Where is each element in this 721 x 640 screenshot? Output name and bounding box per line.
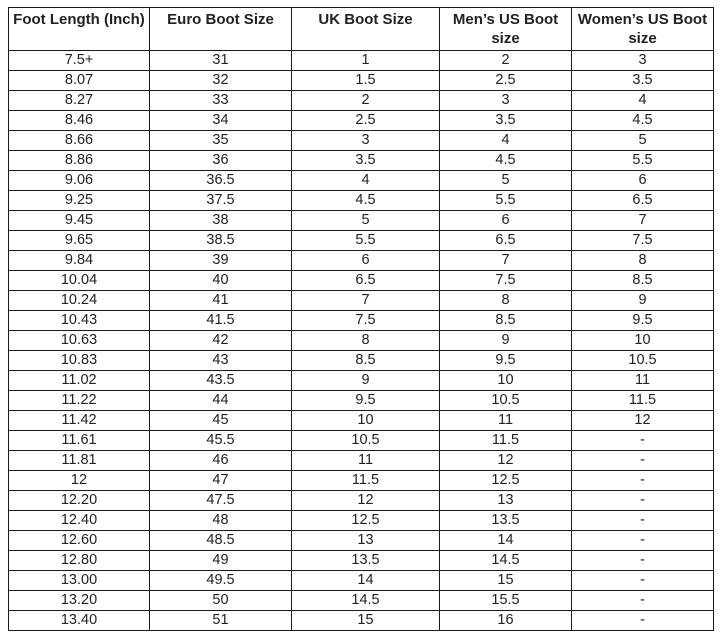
- mens-us-size-cell: 4.5: [440, 151, 572, 171]
- uk-size-cell: 5: [292, 211, 440, 231]
- uk-size-cell: 14: [292, 571, 440, 591]
- mens-us-size-cell: 12.5: [440, 471, 572, 491]
- table-row: [9, 551, 714, 571]
- table-row: [9, 431, 714, 451]
- uk-size-cell: 4.5: [292, 191, 440, 211]
- uk-size-cell: 2.5: [292, 111, 440, 131]
- womens-us-size-cell: -: [572, 591, 714, 611]
- table-row: [9, 391, 714, 411]
- mens-us-size-cell: 9: [440, 331, 572, 351]
- euro-size-cell: 36: [150, 151, 292, 171]
- table-row: [9, 331, 714, 351]
- womens-us-size-cell: 6.5: [572, 191, 714, 211]
- euro-size-cell: 47: [150, 471, 292, 491]
- table-row: [9, 591, 714, 611]
- table-row: [9, 451, 714, 471]
- euro-size-cell: 41: [150, 291, 292, 311]
- mens-us-size-cell: 5.5: [440, 191, 572, 211]
- euro-size-cell: 39: [150, 251, 292, 271]
- table-row: [9, 211, 714, 231]
- euro-size-cell: 44: [150, 391, 292, 411]
- mens-us-size-cell: 13: [440, 491, 572, 511]
- euro-size-cell: 32: [150, 71, 292, 91]
- foot-length-cell: 10.63: [9, 331, 150, 351]
- table-row: [9, 131, 714, 151]
- euro-size-cell: 36.5: [150, 171, 292, 191]
- table-row: [9, 191, 714, 211]
- mens-us-size-cell: 3.5: [440, 111, 572, 131]
- table-row: [9, 291, 714, 311]
- mens-us-size-cell: 16: [440, 611, 572, 631]
- foot-length-cell: 12.60: [9, 531, 150, 551]
- uk-size-cell: 14.5: [292, 591, 440, 611]
- table-row: [9, 511, 714, 531]
- table-row: [9, 491, 714, 511]
- mens-us-size-cell: 9.5: [440, 351, 572, 371]
- table-row: [9, 151, 714, 171]
- table-row: [9, 571, 714, 591]
- euro-size-cell: 47.5: [150, 491, 292, 511]
- foot-length-cell: 8.07: [9, 71, 150, 91]
- foot-length-cell: 12.80: [9, 551, 150, 571]
- foot-length-cell: 11.22: [9, 391, 150, 411]
- foot-length-cell: 9.06: [9, 171, 150, 191]
- euro-size-cell: 48.5: [150, 531, 292, 551]
- uk-size-cell: 8.5: [292, 351, 440, 371]
- foot-length-cell: 10.24: [9, 291, 150, 311]
- foot-length-cell: 11.42: [9, 411, 150, 431]
- header-womens-us-size: Women’s US Boot size: [572, 8, 714, 51]
- uk-size-cell: 9: [292, 371, 440, 391]
- womens-us-size-cell: -: [572, 531, 714, 551]
- euro-size-cell: 51: [150, 611, 292, 631]
- euro-size-cell: 50: [150, 591, 292, 611]
- womens-us-size-cell: 7: [572, 211, 714, 231]
- womens-us-size-cell: 3.5: [572, 71, 714, 91]
- table-row: [9, 51, 714, 71]
- womens-us-size-cell: 8.5: [572, 271, 714, 291]
- foot-length-cell: 13.00: [9, 571, 150, 591]
- womens-us-size-cell: 9: [572, 291, 714, 311]
- foot-length-cell: 9.45: [9, 211, 150, 231]
- table-row: [9, 611, 714, 631]
- table-row: [9, 311, 714, 331]
- uk-size-cell: 6: [292, 251, 440, 271]
- mens-us-size-cell: 15.5: [440, 591, 572, 611]
- table-header-row: [9, 8, 714, 51]
- uk-size-cell: 3.5: [292, 151, 440, 171]
- euro-size-cell: 35: [150, 131, 292, 151]
- foot-length-cell: 10.43: [9, 311, 150, 331]
- mens-us-size-cell: 6: [440, 211, 572, 231]
- table-row: [9, 71, 714, 91]
- foot-length-cell: 8.46: [9, 111, 150, 131]
- uk-size-cell: 11: [292, 451, 440, 471]
- foot-length-cell: 13.20: [9, 591, 150, 611]
- mens-us-size-cell: 13.5: [440, 511, 572, 531]
- mens-us-size-cell: 7: [440, 251, 572, 271]
- uk-size-cell: 11.5: [292, 471, 440, 491]
- euro-size-cell: 45.5: [150, 431, 292, 451]
- womens-us-size-cell: -: [572, 551, 714, 571]
- euro-size-cell: 33: [150, 91, 292, 111]
- euro-size-cell: 46: [150, 451, 292, 471]
- table-row: [9, 171, 714, 191]
- mens-us-size-cell: 5: [440, 171, 572, 191]
- table-body: [9, 51, 714, 631]
- womens-us-size-cell: 9.5: [572, 311, 714, 331]
- uk-size-cell: 15: [292, 611, 440, 631]
- womens-us-size-cell: 8: [572, 251, 714, 271]
- womens-us-size-cell: 3: [572, 51, 714, 71]
- mens-us-size-cell: 11.5: [440, 431, 572, 451]
- womens-us-size-cell: 12: [572, 411, 714, 431]
- header-mens-us-size: Men’s US Boot size: [440, 8, 572, 51]
- euro-size-cell: 48: [150, 511, 292, 531]
- womens-us-size-cell: 10.5: [572, 351, 714, 371]
- euro-size-cell: 37.5: [150, 191, 292, 211]
- mens-us-size-cell: 2: [440, 51, 572, 71]
- uk-size-cell: 10: [292, 411, 440, 431]
- table-row: [9, 271, 714, 291]
- foot-length-cell: 7.5+: [9, 51, 150, 71]
- womens-us-size-cell: 5.5: [572, 151, 714, 171]
- foot-length-cell: 8.66: [9, 131, 150, 151]
- uk-size-cell: 10.5: [292, 431, 440, 451]
- uk-size-cell: 13.5: [292, 551, 440, 571]
- uk-size-cell: 12.5: [292, 511, 440, 531]
- mens-us-size-cell: 12: [440, 451, 572, 471]
- foot-length-cell: 9.25: [9, 191, 150, 211]
- header-foot-length: Foot Length (Inch): [9, 8, 150, 51]
- header-uk-size: UK Boot Size: [292, 8, 440, 51]
- womens-us-size-cell: -: [572, 511, 714, 531]
- mens-us-size-cell: 11: [440, 411, 572, 431]
- uk-size-cell: 12: [292, 491, 440, 511]
- womens-us-size-cell: 6: [572, 171, 714, 191]
- mens-us-size-cell: 6.5: [440, 231, 572, 251]
- foot-length-cell: 12.20: [9, 491, 150, 511]
- womens-us-size-cell: 11.5: [572, 391, 714, 411]
- foot-length-cell: 11.61: [9, 431, 150, 451]
- euro-size-cell: 49: [150, 551, 292, 571]
- womens-us-size-cell: -: [572, 491, 714, 511]
- mens-us-size-cell: 10: [440, 371, 572, 391]
- foot-length-cell: 11.02: [9, 371, 150, 391]
- womens-us-size-cell: 4.5: [572, 111, 714, 131]
- womens-us-size-cell: -: [572, 451, 714, 471]
- womens-us-size-cell: 7.5: [572, 231, 714, 251]
- table-row: [9, 531, 714, 551]
- womens-us-size-cell: -: [572, 611, 714, 631]
- mens-us-size-cell: 8.5: [440, 311, 572, 331]
- womens-us-size-cell: 10: [572, 331, 714, 351]
- mens-us-size-cell: 3: [440, 91, 572, 111]
- euro-size-cell: 34: [150, 111, 292, 131]
- foot-length-cell: 12.40: [9, 511, 150, 531]
- euro-size-cell: 31: [150, 51, 292, 71]
- euro-size-cell: 45: [150, 411, 292, 431]
- mens-us-size-cell: 4: [440, 131, 572, 151]
- mens-us-size-cell: 10.5: [440, 391, 572, 411]
- euro-size-cell: 43: [150, 351, 292, 371]
- table-row: [9, 231, 714, 251]
- euro-size-cell: 40: [150, 271, 292, 291]
- womens-us-size-cell: -: [572, 431, 714, 451]
- uk-size-cell: 5.5: [292, 231, 440, 251]
- foot-length-cell: 8.27: [9, 91, 150, 111]
- uk-size-cell: 1: [292, 51, 440, 71]
- uk-size-cell: 8: [292, 331, 440, 351]
- foot-length-cell: 11.81: [9, 451, 150, 471]
- table-row: [9, 251, 714, 271]
- uk-size-cell: 4: [292, 171, 440, 191]
- mens-us-size-cell: 8: [440, 291, 572, 311]
- uk-size-cell: 2: [292, 91, 440, 111]
- foot-length-cell: 8.86: [9, 151, 150, 171]
- table-row: [9, 351, 714, 371]
- foot-length-cell: 12: [9, 471, 150, 491]
- header-euro-size: Euro Boot Size: [150, 8, 292, 51]
- foot-length-cell: 13.40: [9, 611, 150, 631]
- euro-size-cell: 43.5: [150, 371, 292, 391]
- womens-us-size-cell: 4: [572, 91, 714, 111]
- mens-us-size-cell: 15: [440, 571, 572, 591]
- foot-length-cell: 10.83: [9, 351, 150, 371]
- womens-us-size-cell: 5: [572, 131, 714, 151]
- womens-us-size-cell: -: [572, 471, 714, 491]
- mens-us-size-cell: 7.5: [440, 271, 572, 291]
- womens-us-size-cell: -: [572, 571, 714, 591]
- uk-size-cell: 6.5: [292, 271, 440, 291]
- uk-size-cell: 9.5: [292, 391, 440, 411]
- table-row: [9, 471, 714, 491]
- euro-size-cell: 41.5: [150, 311, 292, 331]
- foot-length-cell: 9.65: [9, 231, 150, 251]
- euro-size-cell: 49.5: [150, 571, 292, 591]
- table-row: [9, 111, 714, 131]
- mens-us-size-cell: 2.5: [440, 71, 572, 91]
- foot-length-cell: 9.84: [9, 251, 150, 271]
- uk-size-cell: 7.5: [292, 311, 440, 331]
- table-row: [9, 371, 714, 391]
- table-row: [9, 411, 714, 431]
- mens-us-size-cell: 14: [440, 531, 572, 551]
- uk-size-cell: 1.5: [292, 71, 440, 91]
- uk-size-cell: 7: [292, 291, 440, 311]
- womens-us-size-cell: 11: [572, 371, 714, 391]
- foot-length-cell: 10.04: [9, 271, 150, 291]
- uk-size-cell: 3: [292, 131, 440, 151]
- boot-size-table: [8, 7, 714, 631]
- mens-us-size-cell: 14.5: [440, 551, 572, 571]
- euro-size-cell: 38.5: [150, 231, 292, 251]
- table-row: [9, 91, 714, 111]
- euro-size-cell: 38: [150, 211, 292, 231]
- uk-size-cell: 13: [292, 531, 440, 551]
- euro-size-cell: 42: [150, 331, 292, 351]
